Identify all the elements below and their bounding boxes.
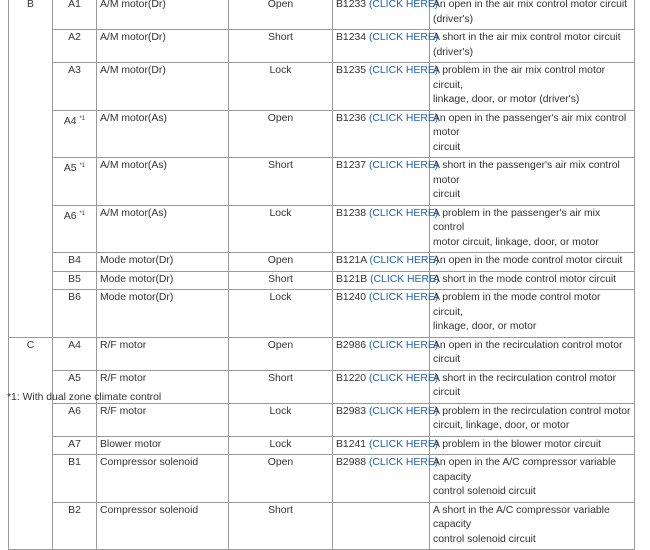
part-name: A/M motor(Dr) [97,30,229,63]
dtc-code: B2986 [336,339,367,351]
table-row [9,110,635,158]
terminal-code: A6 [63,210,77,222]
dtc-cell [333,110,439,158]
footnote-marker: *1 [79,210,86,217]
dtc-cell [333,63,439,111]
table-row [9,30,635,63]
description-line: circuit, linkage, door, or motor [433,420,570,431]
description-line: A short in the A/C compressor variable capacity [433,504,610,530]
malfunction-state: Open [229,455,333,503]
description-line: A short in the mode control motor circuit [433,273,617,285]
part-name: A/M motor(As) [97,158,229,206]
description-cell [430,110,635,158]
dtc-code: B1236 [336,112,367,124]
terminal-code: A7 [68,438,81,450]
description-cell [430,30,635,63]
part-name: Compressor solenoid [97,502,229,550]
terminal-code: B5 [68,273,81,285]
malfunction-state: Open [229,110,333,158]
table-row [9,253,635,272]
click-here-link[interactable]: (CLICK HERE) [368,0,439,10]
description-cell [430,455,635,503]
description-line: linkage, door, or motor [433,321,537,332]
terminal-code: A3 [68,65,81,76]
click-here-link[interactable]: (CLICK HERE) [368,339,439,351]
description-line: A problem in the passenger's air mix control [433,207,601,233]
terminal-code-cell [53,63,97,111]
malfunction-state: Lock [229,63,333,111]
terminal-code-cell [53,337,97,370]
click-here-link[interactable]: (CLICK HERE) [368,207,439,219]
terminal-code: A5 [63,163,77,174]
terminal-code: B2 [68,504,81,516]
dtc-code: B1238 [336,207,367,219]
table-row [9,337,635,370]
dtc-code: B1233 [336,0,367,10]
dtc-code: B1220 [336,372,367,384]
dtc-cell [333,30,439,63]
dtc-cell [333,290,439,338]
dtc-code: B1235 [336,65,367,76]
malfunction-state: Short [229,271,333,290]
dtc-cell [333,370,439,403]
description-line: A problem in the mode control motor circuit, [433,292,601,318]
description-line: A problem in the recirculation control motor [433,405,631,417]
table-row [9,205,635,253]
part-name: R/F motor [97,403,229,436]
click-here-link[interactable]: (CLICK HERE) [368,292,439,303]
part-name: Mode motor(Dr) [97,290,229,338]
click-here-link[interactable]: (CLICK HERE) [368,457,439,468]
part-name: A/M motor(As) [97,205,229,253]
dtc-cell [333,253,439,272]
description-line: A short in the recirculation control motor circuit [433,372,617,398]
table-row [9,271,635,290]
dtc-code: B1237 [336,160,367,171]
terminal-code: A4 [63,115,77,127]
terminal-code-cell [53,502,97,550]
table-row [9,158,635,206]
description-line: An open in the air mix control motor circuit [433,0,628,10]
description-line: An open in the A/C compressor variable capacity [433,457,617,483]
description-cell [430,337,635,370]
dtc-cell [333,0,439,30]
description-cell [430,63,635,111]
dtc-cell [333,337,439,370]
description-line: An open in the recirculation control motor circuit [433,339,623,365]
part-name: Blower motor [97,436,229,455]
description-line: (driver's) [433,13,474,25]
malfunction-state: Short [229,158,333,206]
malfunction-state: Open [229,0,333,30]
click-here-link[interactable]: (CLICK HERE) [368,160,439,171]
description-cell [430,370,635,403]
footnote-marker: *1 [79,115,86,122]
table-row [9,502,635,550]
terminal-code: B4 [68,255,81,266]
terminal-code: A1 [68,0,81,10]
description-line: motor circuit, linkage, door, or motor [433,236,599,248]
description-cell [430,502,635,550]
terminal-code-cell [53,271,97,290]
table-row [9,436,635,455]
terminal-code-cell [53,0,97,30]
description-cell [430,290,635,338]
dtc-code: B121B [336,273,368,285]
click-here-link[interactable]: (CLICK HERE) [368,405,439,417]
dtc-table-body [9,0,635,550]
description-cell [430,253,635,272]
malfunction-state: Short [229,370,333,403]
description-line: A problem in the blower motor circuit [433,438,602,450]
terminal-code-cell [53,205,97,253]
terminal-code-cell [53,436,97,455]
terminal-code: B1 [68,457,81,468]
dtc-cell [333,502,430,550]
system-cell: B [9,0,53,337]
part-name: R/F motor [97,337,229,370]
description-line: control solenoid circuit [433,533,536,545]
description-line: (driver's) [433,46,474,58]
terminal-code-cell [53,455,97,503]
dtc-cell [333,205,439,253]
dtc-code: B1234 [336,32,367,43]
table-row [9,403,635,436]
part-name: A/M motor(Dr) [97,0,229,30]
description-cell [430,436,635,455]
terminal-code-cell [53,30,97,63]
click-here-link[interactable]: (CLICK HERE) [368,65,439,76]
click-here-link[interactable]: (CLICK HERE) [370,273,440,285]
description-line: circuit [433,141,461,153]
part-name: Compressor solenoid [97,455,229,503]
dtc-code: B121A [336,255,367,266]
malfunction-state: Short [229,30,333,63]
click-here-link[interactable]: (CLICK HERE) [368,32,439,43]
table-row [9,290,635,338]
description-line: A short in the air mix control motor circuit [433,32,621,43]
description-line: linkage, door, or motor (driver's) [433,94,580,105]
malfunction-state: Lock [229,290,333,338]
description-line: An open in the passenger's air mix control motor [433,112,627,138]
dtc-table [8,0,635,550]
malfunction-state: Lock [229,403,333,436]
dtc-cell [333,403,439,436]
footnote-marker: *1 [79,163,86,169]
terminal-code: A5 [68,372,81,384]
part-name: Mode motor(Dr) [97,271,229,290]
terminal-code-cell [53,253,97,272]
description-cell [430,0,635,30]
dtc-code: B2988 [336,457,367,468]
description-line: An open in the mode control motor circuit [433,255,623,266]
table-row [9,0,635,30]
click-here-link[interactable]: (CLICK HERE) [368,372,439,384]
terminal-code: A6 [68,405,81,417]
dtc-cell [333,158,439,206]
malfunction-state: Lock [229,436,333,455]
description-cell [430,403,635,436]
table-row [9,455,635,503]
description-cell [430,205,635,253]
description-line: A short in the passenger's air mix control motor [433,160,620,186]
part-name: A/M motor(Dr) [97,63,229,111]
system-cell: C [9,337,53,550]
part-name: Mode motor(Dr) [97,253,229,272]
terminal-code-cell [53,110,97,158]
terminal-code-cell [53,158,97,206]
terminal-code-cell [53,403,97,436]
malfunction-state: Short [229,502,333,550]
click-here-link[interactable]: (CLICK HERE) [368,438,439,450]
terminal-code: A4 [68,339,81,351]
footnote: *1: With dual zone climate control [7,392,162,403]
terminal-code: B6 [68,292,81,303]
malfunction-state: Open [229,337,333,370]
dtc-cell [333,271,440,290]
dtc-code: B1241 [336,438,367,450]
dtc-cell [333,436,439,455]
click-here-link[interactable]: (CLICK HERE) [369,255,439,266]
dtc-code: B1240 [336,292,367,303]
description-line: circuit [433,189,461,200]
click-here-link[interactable]: (CLICK HERE) [368,112,439,124]
dtc-cell [333,455,439,503]
terminal-code-cell [53,290,97,338]
malfunction-state: Lock [229,205,333,253]
description-line: control solenoid circuit [433,486,536,497]
malfunction-state: Open [229,253,333,272]
description-cell [430,271,635,290]
terminal-code: A2 [68,32,81,43]
dtc-code: B2983 [336,405,367,417]
part-name: R/F motor [97,370,229,403]
description-line: A problem in the air mix control motor circuit, [433,65,606,91]
part-name: A/M motor(As) [97,110,229,158]
table-row [9,63,635,111]
description-cell [430,158,635,206]
